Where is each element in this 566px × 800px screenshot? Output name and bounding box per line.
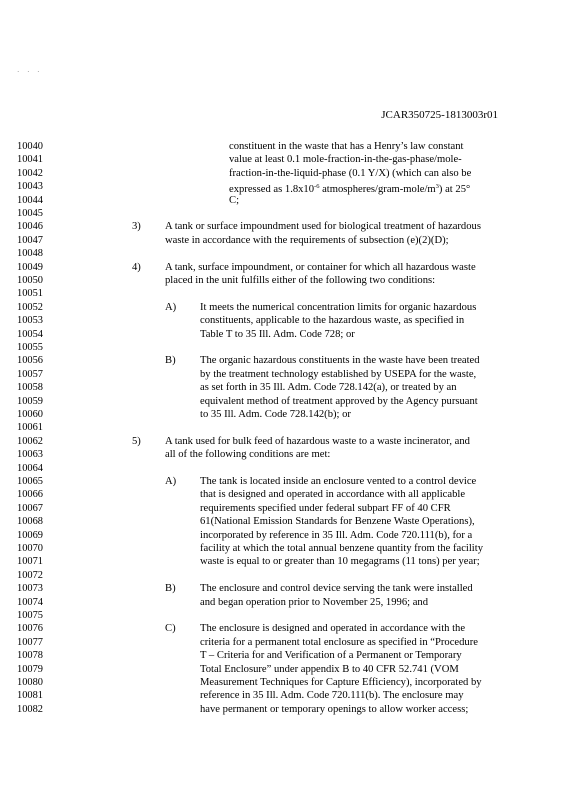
intro-text: expressed as 1.8x10 [229,184,315,196]
line-number: 10069 [17,529,43,541]
item-number: A) [165,301,177,313]
line-number: 10058 [17,382,43,394]
line-number: 10070 [17,543,43,554]
intro-line [229,180,470,196]
line-number: 10062 [17,435,43,447]
document-id-header: JCAR350725-1813003r01 [381,109,498,121]
line-number: 10076 [17,623,43,635]
item-text-line: all of the following conditions are met: [165,449,331,461]
line-number: 10043 [17,181,43,193]
item-text-line: incorporated by reference in 35 Ill. Adm. Code 720.111(b), for a [200,529,473,541]
line-number: 10068 [17,516,43,528]
item-text-line: have permanent or temporary openings to allow worker access; [200,703,469,715]
item-text-line: A tank used for bulk feed of hazardous waste to a waste incinerator, and [165,435,470,447]
line-number: 10079 [17,663,43,675]
item-text-line: waste is equal to or greater than 10 megagrams (11 tons) per year; [200,556,480,568]
item-text-line: The tank is located inside an enclosure vented to a control device [200,476,477,487]
line-number: 10044 [17,194,43,206]
item-number: 5) [132,435,141,447]
scan-artifact: · · · [17,68,43,76]
item-text-line: requirements specified under federal subpart FF of 40 CFR [200,502,451,514]
line-number: 10080 [17,677,43,688]
line-number: 10061 [17,422,43,434]
item-text-line: as set forth in 35 Ill. Adm. Code 728.142(a), or treated by an [200,382,457,394]
line-number: 10056 [17,355,43,367]
line-number: 10065 [17,476,43,487]
line-number: 10055 [17,342,43,353]
line-number: 10045 [17,208,43,219]
item-text-line: A tank, surface impoundment, or container for which all hazardous waste [165,261,476,273]
item-text-line: The organic hazardous constituents in the waste have been treated [200,355,480,367]
line-number: 10059 [17,395,43,407]
item-text-line: The enclosure is designed and operated in accordance with the [200,623,466,635]
item-text-line: A tank or surface impoundment used for biological treatment of hazardous [165,221,481,233]
intro-line: fraction-in-the-liquid-phase (0.1 Y/X) (which can also be [229,167,472,179]
item-number: C) [165,623,176,635]
intro-line: value at least 0.1 mole-fraction-in-the-gas-phase/mole- [229,154,462,166]
item-number: A) [165,476,177,487]
line-number: 10081 [17,690,43,702]
item-text-line: to 35 Ill. Adm. Code 728.142(b); or [200,409,351,420]
line-number: 10071 [17,556,43,568]
intro-line: constituent in the waste that has a Henry’s law constant [229,141,464,152]
item-text-line: waste in accordance with the requirements of subsection (e)(2)(D); [165,234,449,246]
line-number: 10063 [17,449,43,461]
item-text-line: reference in 35 Ill. Adm. Code 720.111(b). The enclosure may [200,690,464,702]
item-number: B) [165,355,176,367]
intro-text: ) at 25° [438,184,471,196]
item-text-line: by the treatment technology established by USEPA for the waste, [200,368,477,380]
line-number: 10047 [17,234,43,246]
line-number: 10067 [17,502,43,514]
item-text-line: placed in the unit fulfills either of the following two conditions: [165,275,436,286]
item-number: 3) [132,221,141,233]
item-text-line: equivalent method of treatment approved by the Agency pursuant [200,395,478,407]
line-number: 10077 [17,636,43,648]
line-number: 10040 [17,141,43,152]
line-number: 10057 [17,368,43,380]
line-number: 10042 [17,167,43,179]
item-text-line: Total Enclosure” under appendix B to 40 CFR 52.741 (VOM [200,663,459,675]
line-number: 10066 [17,489,43,501]
line-number: 10054 [17,328,43,340]
line-number: 10075 [17,610,43,621]
item-text-line: constituents, applicable to the hazardous waste, as specified in [200,315,465,327]
item-text-line: and began operation prior to November 25, 1996; and [200,596,428,608]
line-number: 10041 [17,154,43,166]
item-text-line: It meets the numerical concentration limits for organic hazardous [200,301,477,313]
line-number: 10052 [17,301,43,313]
item-text-line: 61(National Emission Standards for Benzene Waste Operations), [200,516,475,528]
item-text-line: that is designed and operated in accordance with all applicable [200,489,466,501]
line-number: 10082 [17,703,43,715]
line-number: 10049 [17,261,43,273]
line-number: 10051 [17,288,43,300]
superscript: 3 [435,183,439,191]
line-number: 10064 [17,462,43,474]
item-text-line: criteria for a permanent total enclosure as specified in “Procedure [200,636,478,648]
item-text-line: T – Criteria for and Verification of a Permanent or Temporary [200,650,462,662]
line-number: 10074 [17,596,43,608]
item-text-line: Table T to 35 Ill. Adm. Code 728; or [200,328,355,340]
superscript: -6 [314,183,320,191]
item-text-line: facility at which the total annual benzene quantity from the facility [200,543,483,554]
line-number: 10073 [17,583,43,595]
line-number: 10048 [17,248,43,260]
line-number: 10078 [17,650,43,662]
intro-line: C; [229,194,240,206]
line-number: 10072 [17,569,43,581]
item-number: B) [165,583,176,595]
line-number: 10053 [17,315,43,327]
item-text-line: The enclosure and control device serving the tank were installed [200,583,473,595]
intro-text: atmospheres/gram-mole/m [319,184,436,196]
line-number: 10050 [17,275,43,286]
item-number: 4) [132,261,141,273]
item-text-line: Measurement Techniques for Capture Efficiency), incorporated by [200,677,482,688]
line-number: 10060 [17,409,43,420]
line-number: 10046 [17,221,43,233]
